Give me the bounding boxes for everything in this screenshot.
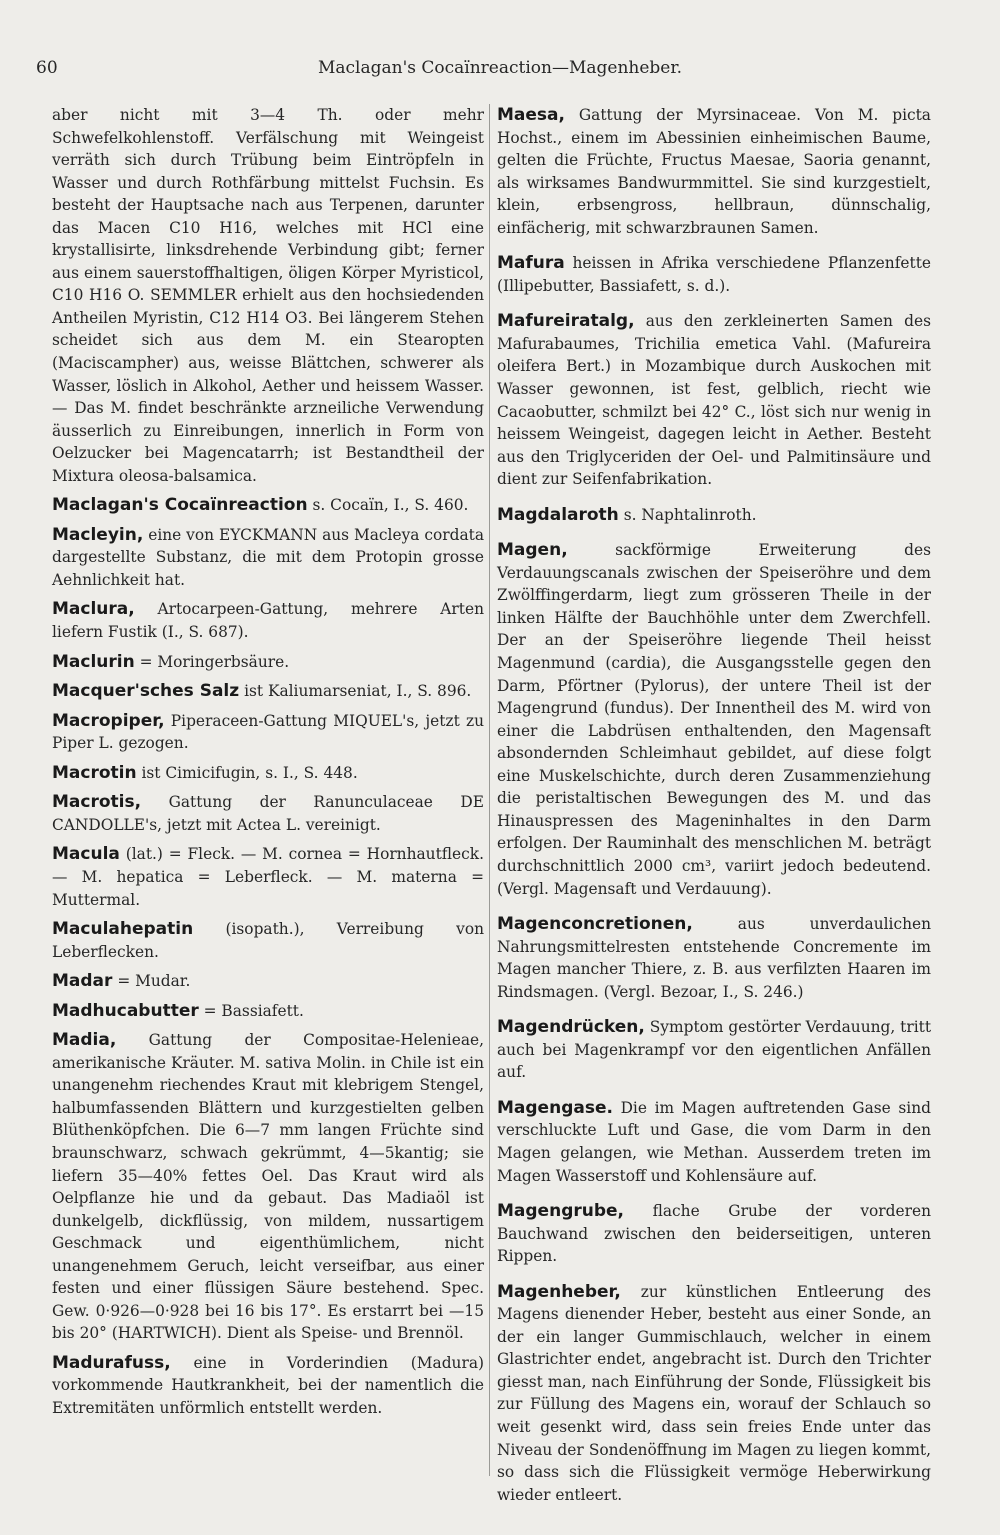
entry-text: s. Cocaïn, I., S. 460. xyxy=(307,496,469,515)
entry-magdalaroth xyxy=(497,504,931,527)
entry-macropiper xyxy=(52,710,484,755)
headword: Magdalaroth xyxy=(497,504,619,525)
entry-text: ist Kaliumarseniat, I., S. 896. xyxy=(239,682,472,701)
entry-text: (lat.) = Fleck. — M. cornea = Hornhautfleck. — M. hepatica = Leberfleck. — M. materna = Muttermal. xyxy=(52,845,484,909)
entry-macquer xyxy=(52,680,484,703)
headword: Macropiper, xyxy=(52,710,165,731)
entry-text: sackförmige Erweiterung des Verdauungscanals zwischen der Speiseröhre und dem Zwölffingerdarm, liegt zum grösseren Theile in der linken Hälfte der Bauchhöhle unter dem Zwerchfell. Der an der Speiseröhre liegende Theil heisst Magenmund (cardia), die Ausgangsstelle gegen den Darm, Pförtner (Pylorus), der untere Theil ist der Magengrund (fundus). Der Innentheil des M. wird von einer die Labdrüsen enthaltenden, den Magensaft absondernden Schleimhaut gebildet, auf diese folgt eine Muskelschichte, durch deren Zusammenziehung die peristaltischen Bewegungen des M. und das Hinauspressen des Mageninhaltes in den Darm erfolgen. Der Rauminhalt des menschlichen M. beträgt durchschnittlich 2000 cm³, variirt jedoch bedeutend. (Vergl. Magensaft und Verdauung). xyxy=(497,541,931,898)
entry-text: Gattung der Ranunculaceae DE CANDOLLE's, jetzt mit Actea L. vereinigt. xyxy=(52,793,484,834)
headword: Madia, xyxy=(52,1030,117,1051)
column-divider xyxy=(489,104,490,1476)
entry-maculahepatin xyxy=(52,918,484,963)
headword: Mafureiratalg, xyxy=(497,311,635,332)
entry-madar xyxy=(52,970,484,993)
running-title: Maclagan's Cocaïnreaction—Magenheber. xyxy=(317,58,683,78)
entry-text: Gattung der Compositae-Helenieae, amerikanische Kräuter. M. sativa Molin. in Chile ist ein unangenehm riechendes Kraut mit klebrigem Stengel, halbumfassenden Blättern und kurzgestielten gelben Blüthenköpfchen. Die 6—7 mm langen Früchte sind braunschwarz, schwach gekrümmt, 4—5kantig; sie liefern 35—40% fettes Oel. Das Kraut wird als Oelpflanze hie und da gebaut. Das Madiaöl ist dunkelgelb, dickflüssig, von mildem, nussartigem Geschmack und eigenthümlichem, nicht unangenehmem Geruch, leicht verseifbar, aus einer festen und einer flüssigen Säure bestehend. Spec. Gew. 0·926—0·928 bei 16 bis 17°. Es erstarrt bei —15 bis 20° (HARTWICH). Dient als Speise- und Brennöl. xyxy=(52,1031,484,1343)
entry-magengrube xyxy=(497,1200,931,1268)
headword: Macquer'sches Salz xyxy=(52,681,240,702)
headword: Magen, xyxy=(497,540,568,561)
entry-text: zur künstlichen Entleerung des Magens dienender Heber, besteht aus einer Sonde, an der ein langer Gummischlauch, welcher in einem Glastrichter endet, angebracht ist. Durch den Trichter giesst man, nach Einführung der Sonde, Flüssigkeit bis zur Füllung des Magens ein, worauf der Schlauch so weit gesenkt wird, dass sein freies Ende unter das Niveau der Sondenöffnung im Magen zu liegen kommt, so dass sich die Flüssigkeit vermöge Heberwirkung wieder entleert. xyxy=(497,1282,931,1504)
entry-text: = Moringerbsäure. xyxy=(134,652,290,671)
entry-text: (isopath.), Verreibung von Leberflecken. xyxy=(52,920,484,961)
entry-text: Artocarpeen-Gattung, mehrere Arten liefern Fustik (I., S. 687). xyxy=(52,600,484,642)
headword: Madurafuss, xyxy=(52,1352,171,1373)
headword: Maclura, xyxy=(52,599,135,620)
entry-mafura xyxy=(497,252,931,297)
headword: Maculahepatin xyxy=(52,919,194,940)
headword: Magendrücken, xyxy=(497,1017,645,1038)
headword: Magenconcretionen, xyxy=(497,914,693,935)
headword: Macrotin xyxy=(52,762,137,783)
entry-text: = Bassiafett. xyxy=(198,1001,304,1020)
entry-text: Piperaceen-Gattung MIQUEL's, jetzt zu Piper L. gezogen. xyxy=(52,711,484,753)
entry-text: Die im Magen auftretenden Gase sind verschluckte Luft und Gase, die vom Darm in den Magen gelangen, wie Methan. Ausserdem treten im Magen Wasserstoff und Kohlensäure auf. xyxy=(497,1098,931,1185)
headword: Macula xyxy=(52,844,120,865)
page-header xyxy=(0,58,1000,88)
entry-magenconcretionen xyxy=(497,913,931,1003)
entry-macleyin xyxy=(52,524,484,592)
left-column xyxy=(52,104,484,1420)
entry-text: aus den zerkleinerten Samen des Mafurabaumes, Trichilia emetica Vahl. (Mafureira oleifera Bert.) in Mozambique durch Auskochen mit Wasser gewonnen, ist fest, gelblich, riecht wie Cacaobutter, schmilzt bei 42° C., löst sich nur wenig in heissem Weingeist, dagegen leicht in Aether. Besteht aus den Triglyceriden der Oel- und Palmitinsäure und dient zur Seifenfabrikation. xyxy=(497,312,931,489)
right-column xyxy=(497,104,931,1506)
entry-text: eine von EYCKMANN aus Macleya cordata dargestellte Substanz, die mit dem Protopin grosse Aehnlichkeit hat. xyxy=(52,525,484,589)
entry-madhucabutter xyxy=(52,1000,484,1023)
headword: Maclurin xyxy=(52,651,135,672)
entry-text: flache Grube der vorderen Bauchwand zwischen den beiderseitigen, unteren Rippen. xyxy=(497,1202,931,1266)
headword: Madar xyxy=(52,971,113,992)
entry-text: eine in Vorderindien (Madura) vorkommende Hautkrankheit, bei der namentlich die Extremitäten unförmlich entstellt werden. xyxy=(52,1353,484,1417)
entry-magengase xyxy=(497,1097,931,1187)
headword: Mafura xyxy=(497,253,565,274)
entry-maesa xyxy=(497,104,931,239)
headword: Maesa, xyxy=(497,105,565,125)
entry-macrotin xyxy=(52,762,484,785)
entry-macula xyxy=(52,843,484,911)
page-number: 60 xyxy=(36,58,58,78)
entry-text: = Mudar. xyxy=(112,972,191,991)
entry-magen xyxy=(497,539,931,900)
headword: Macleyin, xyxy=(52,524,144,545)
headword: Magengrube, xyxy=(497,1201,625,1222)
entry-text: ist Cimicifugin, s. I., S. 448. xyxy=(136,763,358,782)
headword: Magenheber, xyxy=(497,1281,621,1302)
entry-text: aus unverdaulichen Nahrungsmittelresten entstehende Concremente im Magen mancher Thiere, z. B. aus verfilzten Haaren im Rindsmagen. (Vergl. Bezoar, I., S. 246.) xyxy=(497,915,931,1001)
entry-maclagan xyxy=(52,494,484,517)
continued-paragraph: aber nicht mit 3—4 Th. oder mehr Schwefelkohlenstoff. Verfälschung mit Weingeist verräth sich durch Trübung beim Eintröpfeln in Wasser und durch Rothfärbung mittelst Fuchsin. Es besteht der Hauptsache nach aus Terpenen, darunter das Macen C10 H16, welches mit HCl eine krystallisirte, linksdrehende Verbindung gibt; ferner aus einem sauerstoffhaltigen, öligen Körper Myristicol, C10 H16 O. SEMMLER erhielt aus den hochsiedenden Antheilen Myristin, C12 H14 O3. Bei längerem Stehen scheidet sich aus dem M. ein Stearopten (Maciscampher) aus, weisse Blättchen, schwerer als Wasser, löslich in Alkohol, Aether und heissem Wasser. — Das M. findet beschränkte arzneiliche Verwendung äusserlich zu Einreibungen, innerlich in Form von Oelzucker bei Magencatarrh; ist Bestandtheil der Mixtura oleosa-balsamica. xyxy=(52,106,484,485)
entry-text: Symptom gestörter Verdauung, tritt auch bei Magenkrampf vor den eigentlichen Anfällen auf. xyxy=(497,1018,931,1082)
entry-mafureiratalg xyxy=(497,310,931,490)
entry-maclurin xyxy=(52,651,484,674)
entry-maclura xyxy=(52,598,484,643)
headword: Magengase. xyxy=(497,1097,613,1118)
headword: Maclagan's Cocaïnreaction xyxy=(52,495,308,516)
entry-macrotis xyxy=(52,791,484,836)
entry-madurafuss xyxy=(52,1352,484,1420)
entry-text: heissen in Afrika verschiedene Pflanzenfette (Illipebutter, Bassiafett, s. d.). xyxy=(497,254,931,295)
headword: Madhucabutter xyxy=(52,1000,199,1021)
headword: Macrotis, xyxy=(52,792,142,813)
entry-magendruecken xyxy=(497,1016,931,1084)
entry-magenheber xyxy=(497,1281,931,1506)
entry-madia xyxy=(52,1029,484,1345)
entry-text: Gattung der Myrsinaceae. Von M. picta Hochst., einem im Abessinien einheimischen Baume, gelten die Früchte, Fructus Maesae, Saoria genannt, als wirksames Bandwurmmittel. Sie sind kurzgestielt, klein, erbsengross, hellbraun, dünnschalig, einfächerig, mit schwarzbraunen Samen. xyxy=(497,106,931,237)
entry-text: s. Naphtalinroth. xyxy=(618,505,757,524)
